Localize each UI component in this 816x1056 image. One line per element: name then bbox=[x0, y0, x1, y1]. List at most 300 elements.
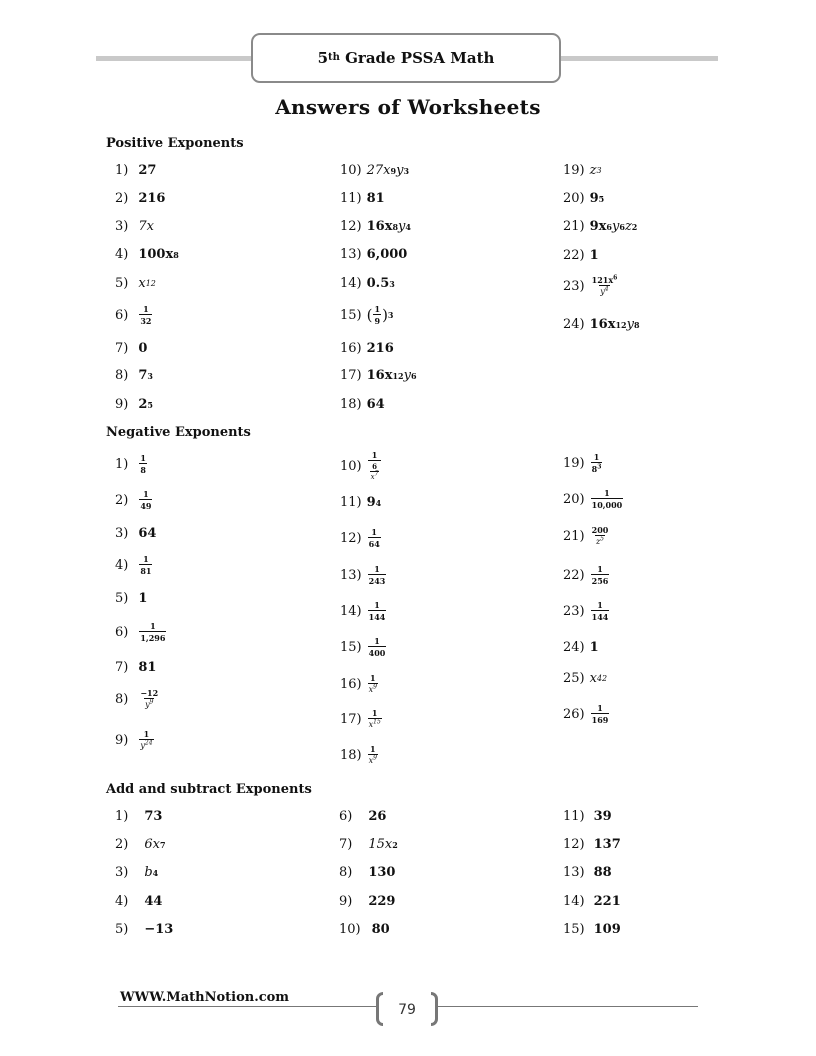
term: x bbox=[138, 276, 146, 291]
term: z bbox=[595, 537, 601, 546]
item-number: 6) bbox=[339, 809, 353, 824]
denominator bbox=[368, 460, 382, 481]
answer-value: 2 5 bbox=[138, 397, 153, 412]
answer-item bbox=[115, 305, 153, 325]
term: 16x bbox=[366, 368, 393, 383]
item-number: 26) bbox=[563, 706, 585, 722]
answer-value: 26 bbox=[368, 809, 387, 824]
answer-value: 64 bbox=[138, 526, 157, 541]
answer-value: x 12 bbox=[138, 276, 156, 291]
answer-value: 0.5 3 bbox=[366, 276, 395, 291]
fraction bbox=[591, 704, 610, 724]
denominator: 8 bbox=[140, 465, 146, 475]
answer-item bbox=[563, 671, 607, 686]
answer-value bbox=[367, 674, 379, 694]
item-number: 1) bbox=[115, 456, 129, 472]
term: y bbox=[612, 219, 620, 234]
answer-value: 15x 2 bbox=[368, 837, 398, 852]
exponent: 15 bbox=[373, 718, 381, 726]
term: 16x bbox=[589, 317, 616, 332]
exponent: 4 bbox=[604, 285, 609, 293]
item-number: 4) bbox=[115, 247, 129, 262]
denominator bbox=[370, 471, 380, 481]
answer-value: 44 bbox=[144, 894, 163, 909]
answer-value: ( $\frac{1}{9}$ ) 3 bbox=[366, 304, 394, 326]
answer-value: 130 bbox=[368, 865, 396, 880]
answer-item bbox=[340, 495, 381, 510]
exponent: 3 bbox=[597, 463, 602, 471]
item-number: 8) bbox=[115, 368, 129, 383]
answer-value: 16x 12 y 6 bbox=[366, 368, 417, 383]
item-number: 19) bbox=[563, 163, 585, 178]
item-number: 16) bbox=[340, 341, 362, 356]
answer-item bbox=[340, 276, 395, 291]
item-number: 4) bbox=[115, 557, 129, 573]
answer-item bbox=[115, 191, 165, 206]
item-number: 12) bbox=[563, 837, 585, 852]
answer-item bbox=[115, 454, 148, 474]
item-number: 8) bbox=[339, 865, 353, 880]
item-number: 3) bbox=[115, 865, 129, 880]
answer-value: 81 bbox=[366, 191, 385, 206]
answer-item bbox=[563, 317, 640, 332]
item-number: 22) bbox=[563, 248, 585, 263]
numerator: 1 bbox=[597, 600, 603, 610]
denominator bbox=[595, 535, 605, 546]
fraction bbox=[368, 528, 381, 548]
answer-value bbox=[138, 490, 153, 510]
answer-item bbox=[563, 453, 603, 473]
numerator: 1 bbox=[140, 453, 146, 463]
item-number: 23) bbox=[563, 603, 585, 619]
answer-value: 137 bbox=[593, 837, 621, 852]
answer-item bbox=[115, 622, 167, 642]
answer-value: 6,000 bbox=[366, 247, 408, 262]
answer-item bbox=[563, 489, 624, 509]
numerator: 1 bbox=[143, 554, 149, 564]
fraction bbox=[368, 637, 387, 657]
item-number: 2) bbox=[115, 191, 129, 206]
denominator bbox=[368, 683, 378, 694]
denominator: 32 bbox=[140, 316, 152, 326]
item-number: 1) bbox=[115, 163, 129, 178]
denominator bbox=[139, 739, 153, 750]
item-number: 18) bbox=[340, 397, 362, 412]
answer-item bbox=[563, 163, 602, 178]
fraction bbox=[139, 305, 152, 325]
item-number: 15) bbox=[563, 922, 585, 937]
term: 0.5 bbox=[366, 276, 390, 291]
answer-value: 216 bbox=[138, 191, 166, 206]
page-number: 79 bbox=[398, 1002, 416, 1018]
item-number: 14) bbox=[563, 894, 585, 909]
answer-value: x 42 bbox=[589, 671, 608, 686]
item-number: 17) bbox=[340, 368, 362, 383]
term: x bbox=[368, 720, 374, 729]
item-number: 10) bbox=[340, 163, 362, 178]
fraction bbox=[368, 745, 378, 765]
item-number: 24) bbox=[563, 640, 585, 655]
answer-item bbox=[115, 591, 147, 606]
exponent: 24 bbox=[144, 739, 153, 747]
answer-value: 39 bbox=[593, 809, 612, 824]
numerator: 1 bbox=[370, 673, 376, 683]
answer-item bbox=[340, 247, 407, 262]
answer-item bbox=[115, 276, 156, 291]
term: 100x bbox=[138, 247, 174, 262]
item-number: 13) bbox=[340, 567, 362, 583]
answer-value: −13 bbox=[144, 922, 174, 937]
term: 27x bbox=[366, 163, 391, 178]
answer-item bbox=[563, 809, 612, 824]
fraction bbox=[139, 490, 152, 510]
answer-value bbox=[590, 276, 620, 296]
denominator: 144 bbox=[591, 612, 609, 622]
answer-item bbox=[563, 837, 621, 852]
answer-value: 81 bbox=[138, 660, 157, 675]
fraction bbox=[368, 674, 378, 694]
answer-item bbox=[115, 730, 155, 750]
section-title-negative: Negative Exponents bbox=[106, 425, 251, 440]
answer-value bbox=[590, 565, 611, 585]
footer-website: WWW.MathNotion.com bbox=[120, 990, 290, 1005]
item-number: 12) bbox=[340, 219, 362, 234]
answer-item bbox=[115, 490, 153, 510]
footer-rule-right bbox=[436, 1006, 698, 1007]
answer-value: 16x 8 y 4 bbox=[366, 219, 411, 234]
item-number: 4) bbox=[115, 894, 129, 909]
answer-item bbox=[115, 837, 166, 852]
answer-value: 64 bbox=[366, 397, 385, 412]
term: y bbox=[145, 700, 150, 709]
answer-value: 0 bbox=[138, 341, 148, 356]
answer-item bbox=[340, 219, 411, 234]
item-number: 21) bbox=[563, 219, 585, 234]
term: y bbox=[398, 219, 406, 234]
term: y bbox=[403, 368, 411, 383]
item-number: 7) bbox=[115, 660, 129, 675]
item-number: 22) bbox=[563, 567, 585, 583]
item-number: 11) bbox=[340, 495, 362, 510]
answer-item bbox=[563, 191, 604, 206]
answer-value: 9 5 bbox=[589, 191, 605, 206]
item-number: 1) bbox=[115, 809, 129, 824]
answer-item bbox=[115, 922, 173, 937]
fraction bbox=[139, 622, 166, 642]
answer-item bbox=[563, 894, 621, 909]
numerator: 6 bbox=[372, 462, 377, 471]
item-number: 5) bbox=[115, 276, 129, 291]
item-number: 17) bbox=[340, 711, 362, 727]
numerator: 1 bbox=[374, 600, 380, 610]
answer-value: 100x 8 bbox=[138, 247, 179, 262]
item-number: 23) bbox=[563, 278, 585, 294]
item-number: 7) bbox=[115, 341, 129, 356]
grade-number: 5 bbox=[317, 49, 328, 67]
answer-item bbox=[115, 555, 153, 575]
item-number: 19) bbox=[563, 455, 585, 471]
answer-item bbox=[339, 894, 395, 909]
term: 9x bbox=[589, 219, 607, 234]
numerator: 1 bbox=[593, 452, 600, 462]
denominator bbox=[368, 754, 378, 765]
item-number: 5) bbox=[115, 922, 129, 937]
exponent: 9 bbox=[373, 683, 377, 691]
answer-item bbox=[340, 565, 387, 585]
numerator: 1 bbox=[597, 564, 603, 574]
answer-value: 9x 6 y 6 z 2 bbox=[589, 219, 638, 234]
item-number: 2) bbox=[115, 492, 129, 508]
item-number: 7) bbox=[339, 837, 353, 852]
answer-item bbox=[563, 219, 637, 234]
answer-value: 9 4 bbox=[366, 495, 382, 510]
answer-item bbox=[115, 865, 158, 880]
item-number: 3) bbox=[115, 219, 129, 234]
answer-item bbox=[339, 922, 390, 937]
item-number: 6) bbox=[115, 307, 129, 323]
answer-item bbox=[115, 660, 156, 675]
item-number: 2) bbox=[115, 837, 129, 852]
denominator: 49 bbox=[140, 501, 152, 511]
answer-item bbox=[340, 341, 394, 356]
answer-value: 229 bbox=[368, 894, 396, 909]
fraction bbox=[591, 453, 603, 473]
fraction bbox=[139, 730, 153, 750]
item-number: 8) bbox=[115, 691, 129, 707]
item-number: 20) bbox=[563, 191, 585, 206]
item-number: 9) bbox=[115, 732, 129, 748]
fraction bbox=[591, 489, 624, 509]
answer-value: 88 bbox=[593, 865, 612, 880]
nested-fraction bbox=[370, 463, 380, 481]
denominator: 10,000 bbox=[591, 500, 623, 510]
denominator: 256 bbox=[591, 576, 609, 586]
answer-item bbox=[115, 809, 162, 824]
item-number: 9) bbox=[339, 894, 353, 909]
answer-item bbox=[115, 163, 156, 178]
numerator: −12 bbox=[140, 688, 159, 698]
item-number: 11) bbox=[340, 191, 362, 206]
answer-value: 1 bbox=[138, 591, 148, 606]
item-number: 15) bbox=[340, 307, 362, 323]
numerator: 200 bbox=[591, 525, 609, 535]
answer-item bbox=[115, 341, 147, 356]
item-number: 25) bbox=[563, 671, 585, 686]
answer-value bbox=[138, 689, 160, 709]
denominator: 400 bbox=[368, 648, 386, 658]
answer-item bbox=[340, 637, 387, 657]
term: 9 bbox=[366, 495, 376, 510]
denominator bbox=[144, 698, 154, 709]
answer-value bbox=[138, 305, 153, 325]
numerator: 1 bbox=[143, 304, 149, 314]
answer-item bbox=[340, 674, 379, 694]
fraction bbox=[373, 305, 381, 325]
numerator: 1 bbox=[371, 527, 377, 537]
answer-value bbox=[590, 704, 611, 724]
answer-item bbox=[563, 922, 621, 937]
term: x bbox=[370, 473, 375, 481]
fraction bbox=[139, 689, 159, 709]
term: 121x bbox=[591, 275, 614, 285]
answer-item bbox=[563, 526, 610, 546]
answer-value bbox=[138, 730, 154, 750]
answer-item bbox=[340, 709, 383, 729]
answer-item bbox=[563, 248, 599, 263]
answer-item bbox=[340, 451, 382, 481]
term: z bbox=[589, 163, 597, 178]
header-title-box: 5 th Grade PSSA Math bbox=[251, 33, 561, 83]
numerator: 1 bbox=[371, 450, 378, 460]
item-number: 14) bbox=[340, 276, 362, 291]
answer-value bbox=[590, 526, 611, 546]
answer-item bbox=[563, 640, 599, 655]
answer-item bbox=[563, 601, 610, 621]
term: x bbox=[368, 756, 374, 765]
page-number-box bbox=[376, 992, 438, 1028]
term: 9 bbox=[589, 191, 599, 206]
denominator: 9 bbox=[374, 316, 381, 326]
answer-value: 27 bbox=[138, 163, 157, 178]
item-number: 3) bbox=[115, 526, 129, 541]
answer-value: b 4 bbox=[144, 865, 159, 880]
answer-value: 221 bbox=[593, 894, 621, 909]
answer-value bbox=[367, 601, 388, 621]
numerator: 1 bbox=[374, 636, 380, 646]
denominator bbox=[368, 718, 382, 729]
header-rule-left bbox=[96, 56, 252, 61]
answer-item bbox=[115, 247, 179, 262]
term: z bbox=[624, 219, 632, 234]
answer-value: 216 bbox=[366, 341, 394, 356]
exponent: 5 bbox=[600, 535, 604, 543]
answer-item bbox=[115, 526, 156, 541]
denominator: 1,296 bbox=[140, 633, 166, 643]
answer-value bbox=[590, 453, 604, 473]
term: 2 bbox=[138, 397, 148, 412]
answer-item bbox=[340, 191, 385, 206]
answer-item bbox=[563, 276, 619, 296]
denominator: 243 bbox=[368, 576, 386, 586]
item-number: 10) bbox=[340, 458, 362, 474]
item-number: 12) bbox=[340, 530, 362, 546]
term: 8 bbox=[591, 464, 598, 474]
answer-item bbox=[340, 368, 417, 383]
answer-item bbox=[115, 397, 153, 412]
answer-value bbox=[138, 622, 167, 642]
item-number: 6) bbox=[115, 624, 129, 640]
term: x bbox=[368, 685, 374, 694]
answer-value: 109 bbox=[593, 922, 621, 937]
answer-item bbox=[115, 219, 154, 234]
answer-value bbox=[367, 709, 383, 729]
numerator: 1 bbox=[374, 564, 380, 574]
fraction bbox=[591, 565, 610, 585]
term: y bbox=[396, 163, 404, 178]
header-rule-right bbox=[561, 56, 718, 61]
answer-value bbox=[367, 637, 388, 657]
denominator: 64 bbox=[368, 539, 380, 549]
header-title: Grade PSSA Math bbox=[339, 49, 495, 67]
left-bracket bbox=[376, 992, 383, 1026]
term: 15x bbox=[368, 837, 393, 852]
answer-value: 7x bbox=[138, 219, 154, 234]
item-number: 13) bbox=[563, 865, 585, 880]
answer-item bbox=[115, 689, 160, 709]
answer-value bbox=[590, 601, 611, 621]
fraction bbox=[368, 601, 387, 621]
right-bracket bbox=[431, 992, 438, 1026]
answer-value bbox=[367, 528, 382, 548]
item-number: 9) bbox=[115, 397, 129, 412]
exponent: 9 bbox=[373, 754, 377, 762]
answer-value: 1 bbox=[589, 248, 599, 263]
fraction bbox=[368, 565, 387, 585]
numerator: 1 bbox=[597, 703, 603, 713]
numerator: 1 bbox=[604, 488, 610, 498]
fraction bbox=[368, 709, 382, 729]
answer-value bbox=[138, 555, 153, 575]
term: 7 bbox=[138, 368, 148, 383]
numerator: 1 bbox=[371, 708, 378, 718]
page-title: Answers of Worksheets bbox=[275, 95, 541, 119]
item-number: 10) bbox=[339, 922, 361, 937]
fraction bbox=[591, 276, 619, 296]
item-number: 16) bbox=[340, 676, 362, 692]
section-title-positive: Positive Exponents bbox=[106, 136, 244, 151]
fraction bbox=[139, 555, 152, 575]
fraction bbox=[368, 451, 382, 481]
answer-item bbox=[340, 397, 385, 412]
answer-value bbox=[367, 745, 379, 765]
numerator bbox=[591, 276, 619, 285]
term: y bbox=[626, 317, 634, 332]
item-number: 13) bbox=[340, 247, 362, 262]
term: 6x bbox=[144, 837, 160, 852]
term: y bbox=[600, 287, 605, 296]
item-number: 21) bbox=[563, 528, 585, 544]
numerator: 1 bbox=[150, 621, 156, 631]
answer-item bbox=[339, 809, 386, 824]
answer-value bbox=[367, 451, 383, 481]
exponent: 7 bbox=[374, 470, 379, 478]
footer-rule-left bbox=[118, 1006, 378, 1007]
denominator bbox=[591, 462, 603, 473]
answer-item bbox=[340, 528, 382, 548]
answer-item bbox=[340, 305, 394, 325]
answer-item bbox=[340, 601, 387, 621]
term: y bbox=[140, 741, 145, 750]
answer-value bbox=[367, 565, 388, 585]
item-number: 20) bbox=[563, 491, 585, 507]
item-number: 11) bbox=[563, 809, 585, 824]
close-paren: ) bbox=[382, 306, 388, 324]
answer-item bbox=[115, 368, 153, 383]
exponent: 6 bbox=[613, 274, 618, 282]
answer-value: 16x 12 y 8 bbox=[589, 317, 640, 332]
numerator: 1 bbox=[370, 744, 376, 754]
answer-value: 6x 7 bbox=[144, 837, 166, 852]
term: b bbox=[144, 865, 153, 880]
numerator: 1 bbox=[143, 489, 149, 499]
item-number: 14) bbox=[340, 603, 362, 619]
section-title-add-subtract: Add and subtract Exponents bbox=[106, 782, 312, 797]
term: x bbox=[589, 671, 597, 686]
answer-value bbox=[590, 489, 625, 509]
item-number: 5) bbox=[115, 591, 129, 606]
answer-item bbox=[340, 745, 379, 765]
open-paren: ( bbox=[366, 306, 373, 324]
